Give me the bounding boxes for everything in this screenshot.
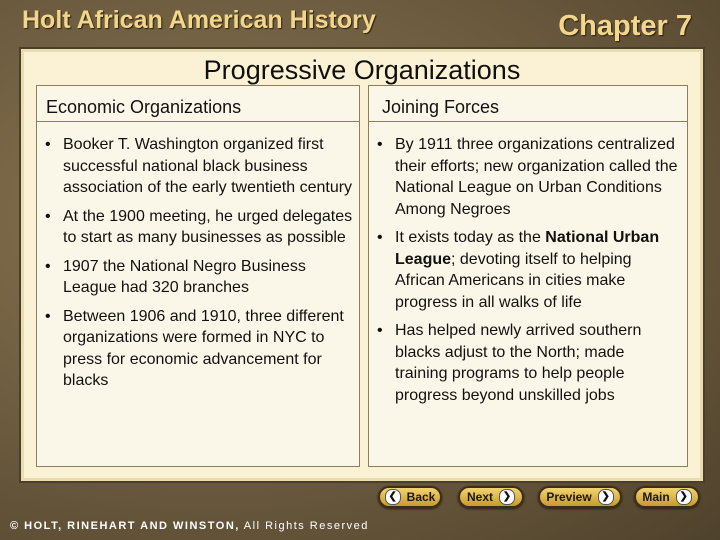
- list-item: [45, 306, 353, 392]
- bullet-icon: •: [45, 257, 51, 275]
- bullet-icon: •: [45, 136, 51, 153]
- bullet-icon: •: [45, 307, 51, 325]
- chevron-left-icon: ❮: [385, 489, 401, 505]
- column-heading: Joining Forces: [369, 86, 687, 122]
- economic-organizations-column: [36, 85, 360, 467]
- copyright-footer: [10, 520, 369, 532]
- next-button[interactable]: [458, 486, 524, 508]
- bullet-text: Booker T. Washington organized first successful national black business association of the early twentieth century: [63, 136, 353, 196]
- bullet-text: By 1911 three organizations centralized their efforts; new organization called the National League on Urban Conditions Among Negroes: [395, 136, 678, 218]
- bullet-text: It exists today as the National Urban League; devoting itself to helping African Americans in cities make progress in all walks of life: [395, 229, 660, 311]
- bullet-text: At the 1900 meeting, he urged delegates to start as many businesses as possible: [63, 207, 353, 246]
- publisher-name: © HOLT, RINEHART AND WINSTON,: [10, 520, 240, 532]
- back-button-label: Back: [406, 490, 436, 504]
- main-button-label: Main: [642, 490, 670, 504]
- slide-panel: [19, 47, 705, 483]
- national-urban-league: National Urban League: [395, 229, 660, 268]
- list-item: [45, 256, 353, 299]
- list-item: [45, 206, 353, 249]
- back-button[interactable]: [378, 486, 442, 508]
- column-heading: Economic Organizations: [37, 86, 359, 122]
- bullet-text: Between 1906 and 1910, three different organizations were formed in NYC to press for economic advancement for blacks: [63, 307, 344, 389]
- preview-button[interactable]: [538, 486, 622, 508]
- list-item: [377, 134, 681, 220]
- bullet-list: [377, 134, 681, 413]
- bullet-icon: •: [377, 322, 383, 339]
- preview-button-label: Preview: [546, 490, 592, 504]
- bullet-list: [45, 134, 353, 399]
- chevron-right-icon: ❯: [598, 489, 614, 505]
- course-title: Holt African American History: [22, 6, 376, 34]
- rights-text: All Rights Reserved: [239, 520, 369, 532]
- chevron-right-icon: ❯: [499, 489, 515, 505]
- list-item: [377, 227, 681, 313]
- list-item: [45, 134, 353, 199]
- bullet-icon: •: [377, 229, 383, 246]
- bullet-icon: •: [45, 207, 51, 225]
- slide-title: Progressive Organizations: [203, 55, 521, 85]
- chevron-right-icon: ❯: [676, 489, 692, 505]
- main-button[interactable]: [634, 486, 700, 508]
- bullet-text: 1907 the National Negro Business League had 320 branches: [63, 257, 306, 296]
- next-button-label: Next: [466, 490, 493, 504]
- bullet-icon: •: [377, 136, 383, 153]
- bullet-text: Has helped newly arrived southern blacks adjust to the North; made training programs to help people progress beyond unskilled jobs: [395, 322, 642, 404]
- chapter-label: Chapter 7: [558, 10, 692, 42]
- list-item: [377, 320, 681, 406]
- joining-forces-column: [368, 85, 688, 467]
